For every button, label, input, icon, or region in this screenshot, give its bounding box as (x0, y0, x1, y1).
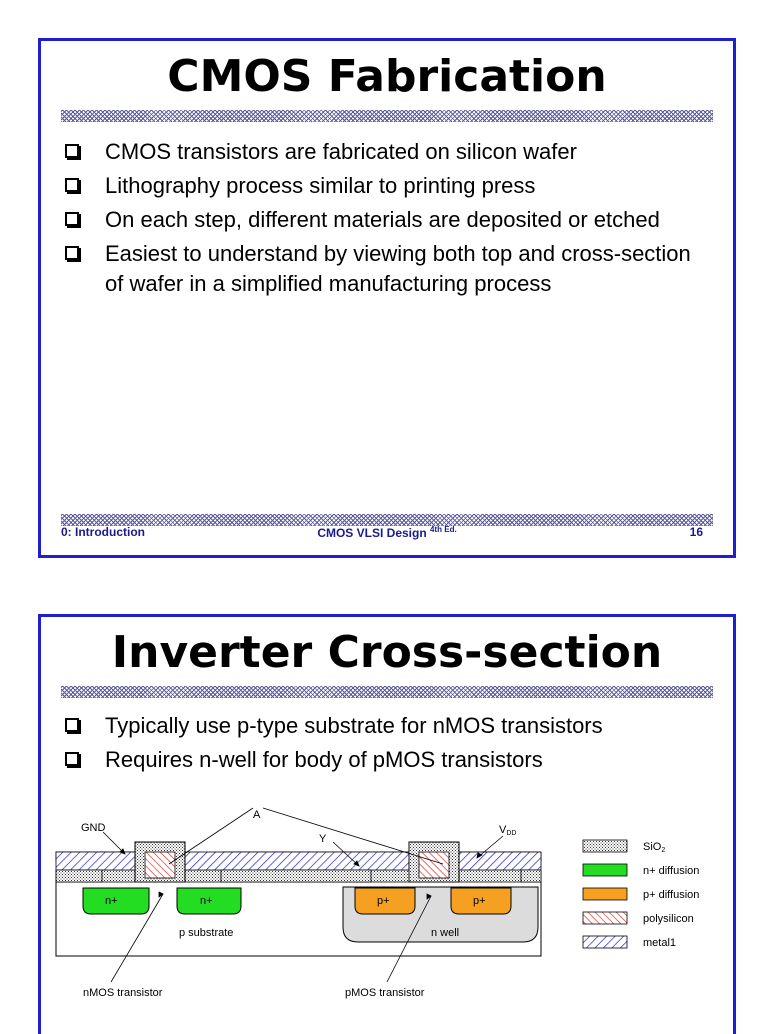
legend-label-p-diffusion: p+ diffusion (643, 889, 700, 901)
legend-swatch-sio2 (583, 840, 627, 852)
bullet-list (63, 137, 713, 303)
slide-title: CMOS Fabrication (167, 51, 607, 102)
title-divider (61, 110, 713, 122)
metal1-interconnect (56, 852, 541, 870)
legend-label-n-diffusion: n+ diffusion (643, 865, 700, 877)
label-y: Y (319, 833, 327, 845)
legend-label-polysilicon: polysilicon (643, 913, 694, 925)
bullet-item: CMOS transistors are fabricated on silicon wafer (63, 137, 713, 167)
checkbox-bullet-icon (65, 246, 79, 260)
oxide-right (521, 870, 541, 882)
label-nmos-transistor: nMOS transistor (83, 987, 163, 999)
label-p-plus-1: p+ (377, 895, 390, 907)
label-a: A (253, 809, 261, 821)
bullet-item: Easiest to understand by viewing both top and cross-section of wafer in a simplified manufacturing process (63, 239, 713, 299)
footer-course: CMOS VLSI Design $^{4th Ed.}$ (317, 525, 457, 540)
diagram-legend (583, 840, 699, 949)
pmos-polysilicon-gate (419, 852, 449, 878)
bullet-item: Typically use p-type substrate for nMOS transistors (63, 711, 713, 741)
checkbox-bullet-icon (65, 718, 79, 732)
label-n-plus-1: n+ (105, 895, 118, 907)
label-pmos-transistor: pMOS transistor (345, 987, 425, 999)
slide-inverter-cross-section (38, 614, 736, 1034)
label-n-well: n well (431, 927, 460, 939)
legend-label-sio2: SiO2 (643, 841, 666, 854)
bullet-list (63, 711, 713, 779)
bullet-item: Lithography process similar to printing press (63, 171, 713, 201)
label-p-substrate: p substrate (179, 927, 234, 939)
legend-swatch-p-diffusion (583, 888, 627, 900)
label-n-plus-2: n+ (200, 895, 213, 907)
label-p-plus-2: p+ (473, 895, 486, 907)
bullet-item: Requires n-well for body of pMOS transistors (63, 745, 713, 775)
label-gnd: GND (81, 822, 106, 834)
legend-swatch-n-diffusion (583, 864, 627, 876)
legend-swatch-polysilicon (583, 912, 627, 924)
nmos-polysilicon-gate (145, 852, 175, 878)
legend-swatch-metal1 (583, 936, 627, 948)
bullet-item: On each step, different materials are deposited or etched (63, 205, 713, 235)
oxide-middle (221, 870, 371, 882)
checkbox-bullet-icon (65, 752, 79, 766)
label-vdd: VDD (499, 824, 517, 837)
legend-label-metal1: metal1 (643, 937, 677, 949)
slide-cmos-fabrication (38, 38, 736, 558)
title-divider (61, 686, 713, 698)
slide-footer (61, 525, 713, 541)
footer-page-number: 16 (689, 525, 703, 539)
inverter-cross-section-diagram (53, 802, 723, 1007)
checkbox-bullet-icon (65, 144, 79, 158)
footer-edition: 4th Ed. (430, 525, 457, 534)
slide-title: Inverter Cross-section (111, 627, 663, 678)
checkbox-bullet-icon (65, 212, 79, 226)
checkbox-bullet-icon (65, 178, 79, 192)
footer-chapter: 0: Introduction (61, 525, 145, 539)
oxide-left (56, 870, 102, 882)
